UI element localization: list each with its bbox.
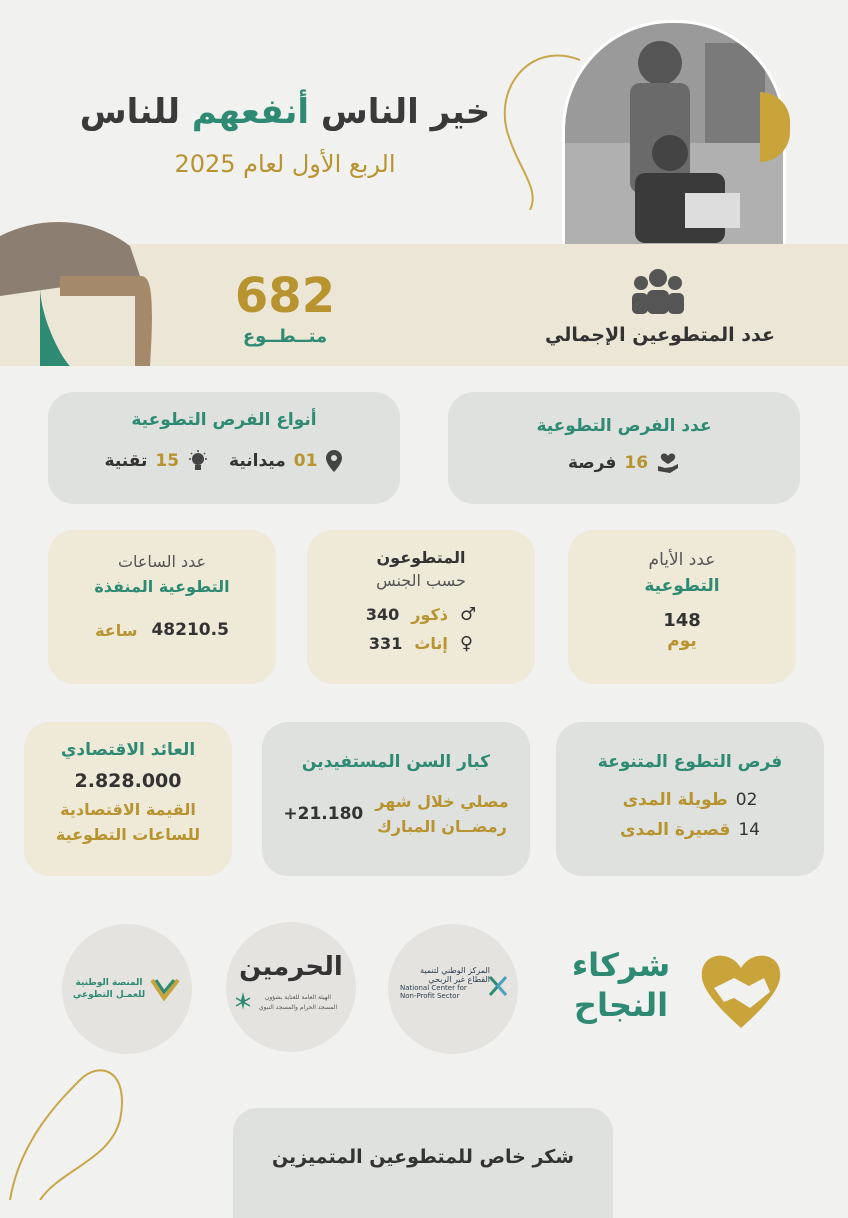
elderly-card xyxy=(262,722,530,876)
hours-title-line1: عدد الساعات xyxy=(117,552,207,571)
opportunities-count-unit: فرصة xyxy=(567,453,617,473)
economic-line1: القيمة الاقتصادية xyxy=(60,800,196,819)
partner-ncnp-logo xyxy=(388,924,518,1054)
field-value: 01 xyxy=(293,451,318,471)
platform-line2: للعمـل التطوعي xyxy=(72,990,146,1000)
total-unit: متــطــوع xyxy=(242,326,328,347)
gender-title-line1: المتطوعون xyxy=(376,548,466,567)
partners-title xyxy=(560,946,682,1024)
tech-label: تقنية xyxy=(104,451,148,471)
thanks-card xyxy=(233,1108,613,1218)
days-title-line1: عدد الأيام xyxy=(648,550,716,570)
page-title xyxy=(60,92,510,132)
female-icon: ♀ xyxy=(459,633,474,654)
elderly-line1: مصلي خلال شهر xyxy=(375,792,509,811)
partner-haramain-logo xyxy=(226,922,356,1052)
gender-card xyxy=(307,530,535,684)
page-subtitle: الربع الأول لعام 2025 xyxy=(174,150,396,178)
male-label: ذكور xyxy=(411,605,449,624)
title-prefix: خير الناس xyxy=(309,92,491,132)
days-value: 148 xyxy=(663,610,701,631)
elderly-title: كبار السن المستفيدين xyxy=(301,752,491,772)
total-value: 682 xyxy=(234,268,336,324)
long-value: 02 xyxy=(735,790,758,810)
gender-title-line2: حسب الجنس xyxy=(376,571,466,590)
partner-platform-logo xyxy=(62,924,192,1054)
economic-card xyxy=(24,722,232,876)
haramain-emblem-icon xyxy=(236,992,250,1010)
ncnp-mark-icon xyxy=(488,972,508,1002)
economic-line2: للساعات التطوعية xyxy=(55,825,201,844)
ncnp-ar2: القطاع غير الربحي xyxy=(428,975,490,984)
lightbulb-icon xyxy=(187,450,209,472)
short-label: قصيرة المدى xyxy=(620,820,731,840)
male-value: 340 xyxy=(365,605,400,624)
field-label: ميدانية xyxy=(229,451,286,471)
partners-title-line1: شركاء xyxy=(571,946,671,984)
diverse-title: فرص التطوع المتنوعة xyxy=(597,752,783,772)
short-value: 14 xyxy=(738,820,760,840)
days-unit: يوم xyxy=(667,631,697,651)
economic-title: العائد الاقتصادي xyxy=(60,740,196,760)
haramain-sub1: الهيئة العامة للعناية بشؤون xyxy=(264,994,332,1001)
header-photo-frame xyxy=(562,20,786,254)
platform-line1: المنصة الوطنية xyxy=(75,978,143,988)
long-label: طويلة المدى xyxy=(622,790,728,810)
haramain-name: الحرمين xyxy=(239,952,343,982)
haramain-sub2: المسجد الحرام والمسجد النبوي xyxy=(258,1004,338,1011)
hours-unit: ساعة xyxy=(95,620,138,640)
total-label: عدد المتطوعين الإجمالي xyxy=(545,324,775,346)
title-suffix: للناس xyxy=(79,92,192,132)
elderly-value: +21.180 xyxy=(283,804,364,824)
group-icon xyxy=(630,266,686,316)
platform-mark-icon xyxy=(150,976,180,1002)
female-label: إناث xyxy=(414,634,448,653)
female-value: 331 xyxy=(368,634,403,653)
opportunities-count-value: 16 xyxy=(624,453,649,473)
location-pin-icon xyxy=(325,450,343,472)
diverse-card xyxy=(556,722,824,876)
hand-heart-icon xyxy=(656,452,680,474)
thanks-text: شكر خاص للمتطوعين المتميزين xyxy=(271,1146,575,1168)
elderly-line2: رمضــان المبارك xyxy=(377,817,507,836)
partners-title-line2: النجاح xyxy=(573,986,669,1024)
hours-card xyxy=(48,530,276,684)
hours-title-line2: التطوعية المنفذة xyxy=(94,577,230,596)
ncnp-ar1: المركز الوطني لتنمية xyxy=(420,966,490,975)
days-title-line2: التطوعية xyxy=(644,576,720,596)
opportunities-count-title: عدد الفرص التطوعية xyxy=(536,416,712,436)
ncnp-en1: National Center for xyxy=(400,984,467,992)
hours-value: 48210.5 xyxy=(151,620,229,640)
title-highlight: أنفعهم xyxy=(191,92,310,132)
male-icon: ♂ xyxy=(460,604,477,625)
opportunity-types-card xyxy=(48,392,400,504)
ncnp-en2: Non-Profit Sector xyxy=(400,992,460,1000)
volunteer-photo xyxy=(565,23,783,251)
handshake-icon xyxy=(694,948,788,1032)
cane-hand-image xyxy=(0,216,170,366)
tech-value: 15 xyxy=(155,451,180,471)
days-card xyxy=(568,530,796,684)
bottom-decorative-swirl xyxy=(0,1060,150,1200)
opportunity-types-title: أنواع الفرص التطوعية xyxy=(131,410,317,430)
opportunities-count-card xyxy=(448,392,800,504)
economic-value: 2.828.000 xyxy=(74,770,182,792)
